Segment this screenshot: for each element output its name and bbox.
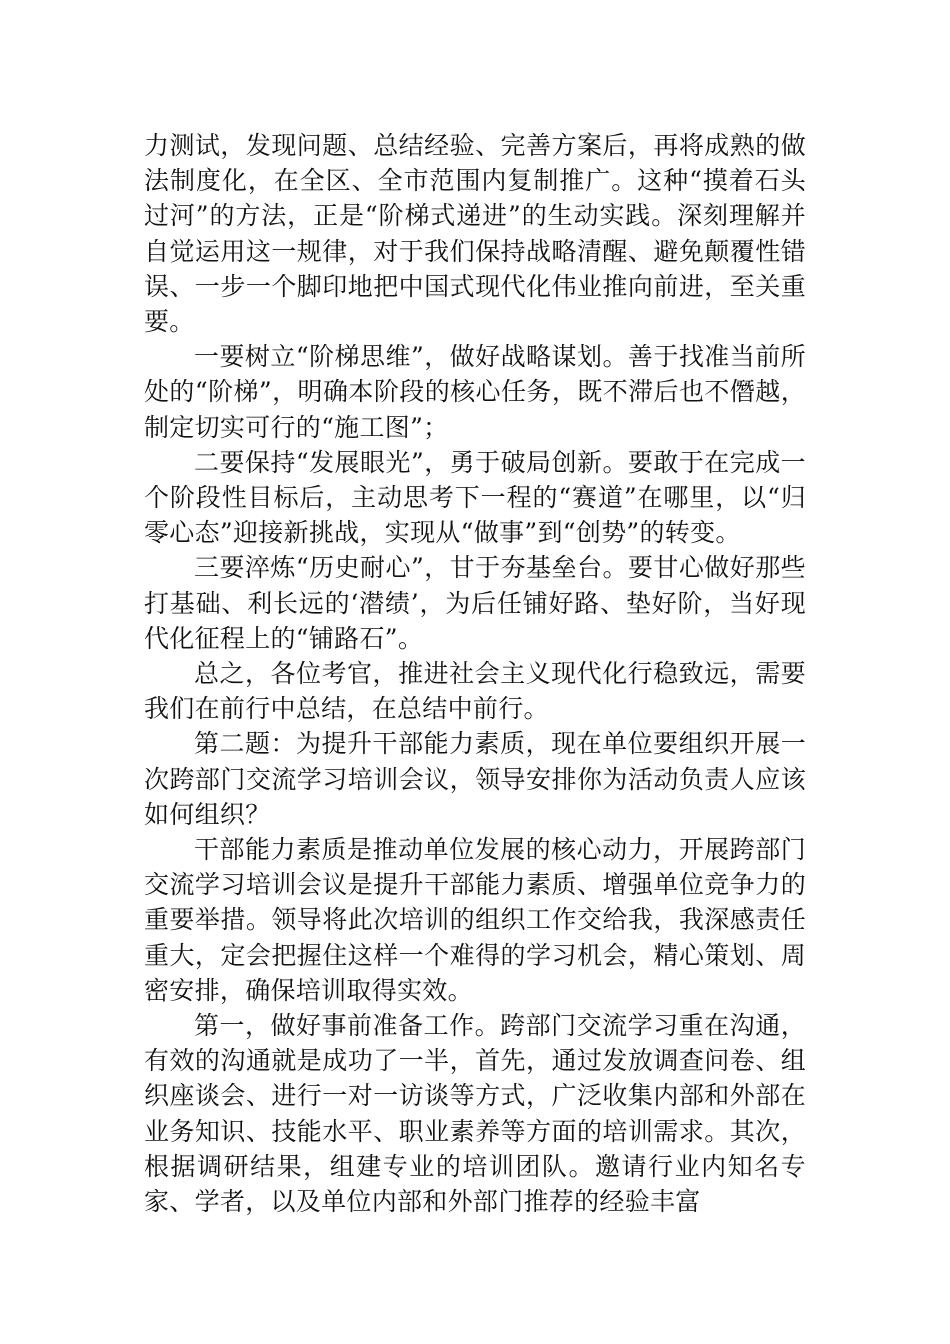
paragraph-continuation: 力测试，发现问题、总结经验、完善方案后，再将成熟的做法制度化，在全区、全市范围内复制推广。这种“摸着石头过河”的方法，正是“阶梯式递进”的生动实践。深刻理解并自觉运用这一规律，对于我们保持战略清醒、避免颠覆性错误、一步一个脚印地把中国式现代化伟业推向前进，至关重要。	[144, 131, 806, 337]
paragraph-conclusion: 总之，各位考官，推进社会主义现代化行稳致远，需要我们在前行中总结，在总结中前行。	[144, 659, 806, 724]
document-page	[144, 128, 806, 1219]
paragraph-point-one: 一要树立“阶梯思维”，做好战略谋划。善于找准当前所处的“阶梯”，明确本阶段的核心任务，既不滞后也不僭越，制定切实可行的“施工图”；	[144, 342, 806, 442]
question-two-heading: 第二题：为提升干部能力素质，现在单位要组织开展一次跨部门交流学习培训会议，领导安排你为活动负责人应该如何组织？	[144, 729, 806, 829]
paragraph-intro-answer: 干部能力素质是推动单位发展的核心动力，开展跨部门交流学习培训会议是提升干部能力素质、增强单位竞争力的重要举措。领导将此次培训的组织工作交给我，我深感责任重大，定会把握住这样一个难得的学习机会，精心策划、周密安排，确保培训取得实效。	[144, 835, 806, 1005]
paragraph-step-one: 第一，做好事前准备工作。跨部门交流学习重在沟通，有效的沟通就是成功了一半，首先，通过发放调查问卷、组织座谈会、进行一对一访谈等方式，广泛收集内部和外部在业务知识、技能水平、职业素养等方面的培训需求。其次，根据调研结果，组建专业的培训团队。邀请行业内知名专家、学者，以及单位内部和外部门推荐的经验丰富	[144, 1011, 806, 1217]
paragraph-point-three: 三要淬炼“历史耐心”，甘于夯基垒台。要甘心做好那些打基础、利长远的‘潜绩’，为后任铺好路、垫好阶，当好现代化征程上的“铺路石”。	[144, 553, 806, 653]
paragraph-point-two: 二要保持“发展眼光”，勇于破局创新。要敢于在完成一个阶段性目标后，主动思考下一程的“赛道”在哪里，以“归零心态”迎接新挑战，实现从“做事”到“创势”的转变。	[144, 447, 806, 548]
